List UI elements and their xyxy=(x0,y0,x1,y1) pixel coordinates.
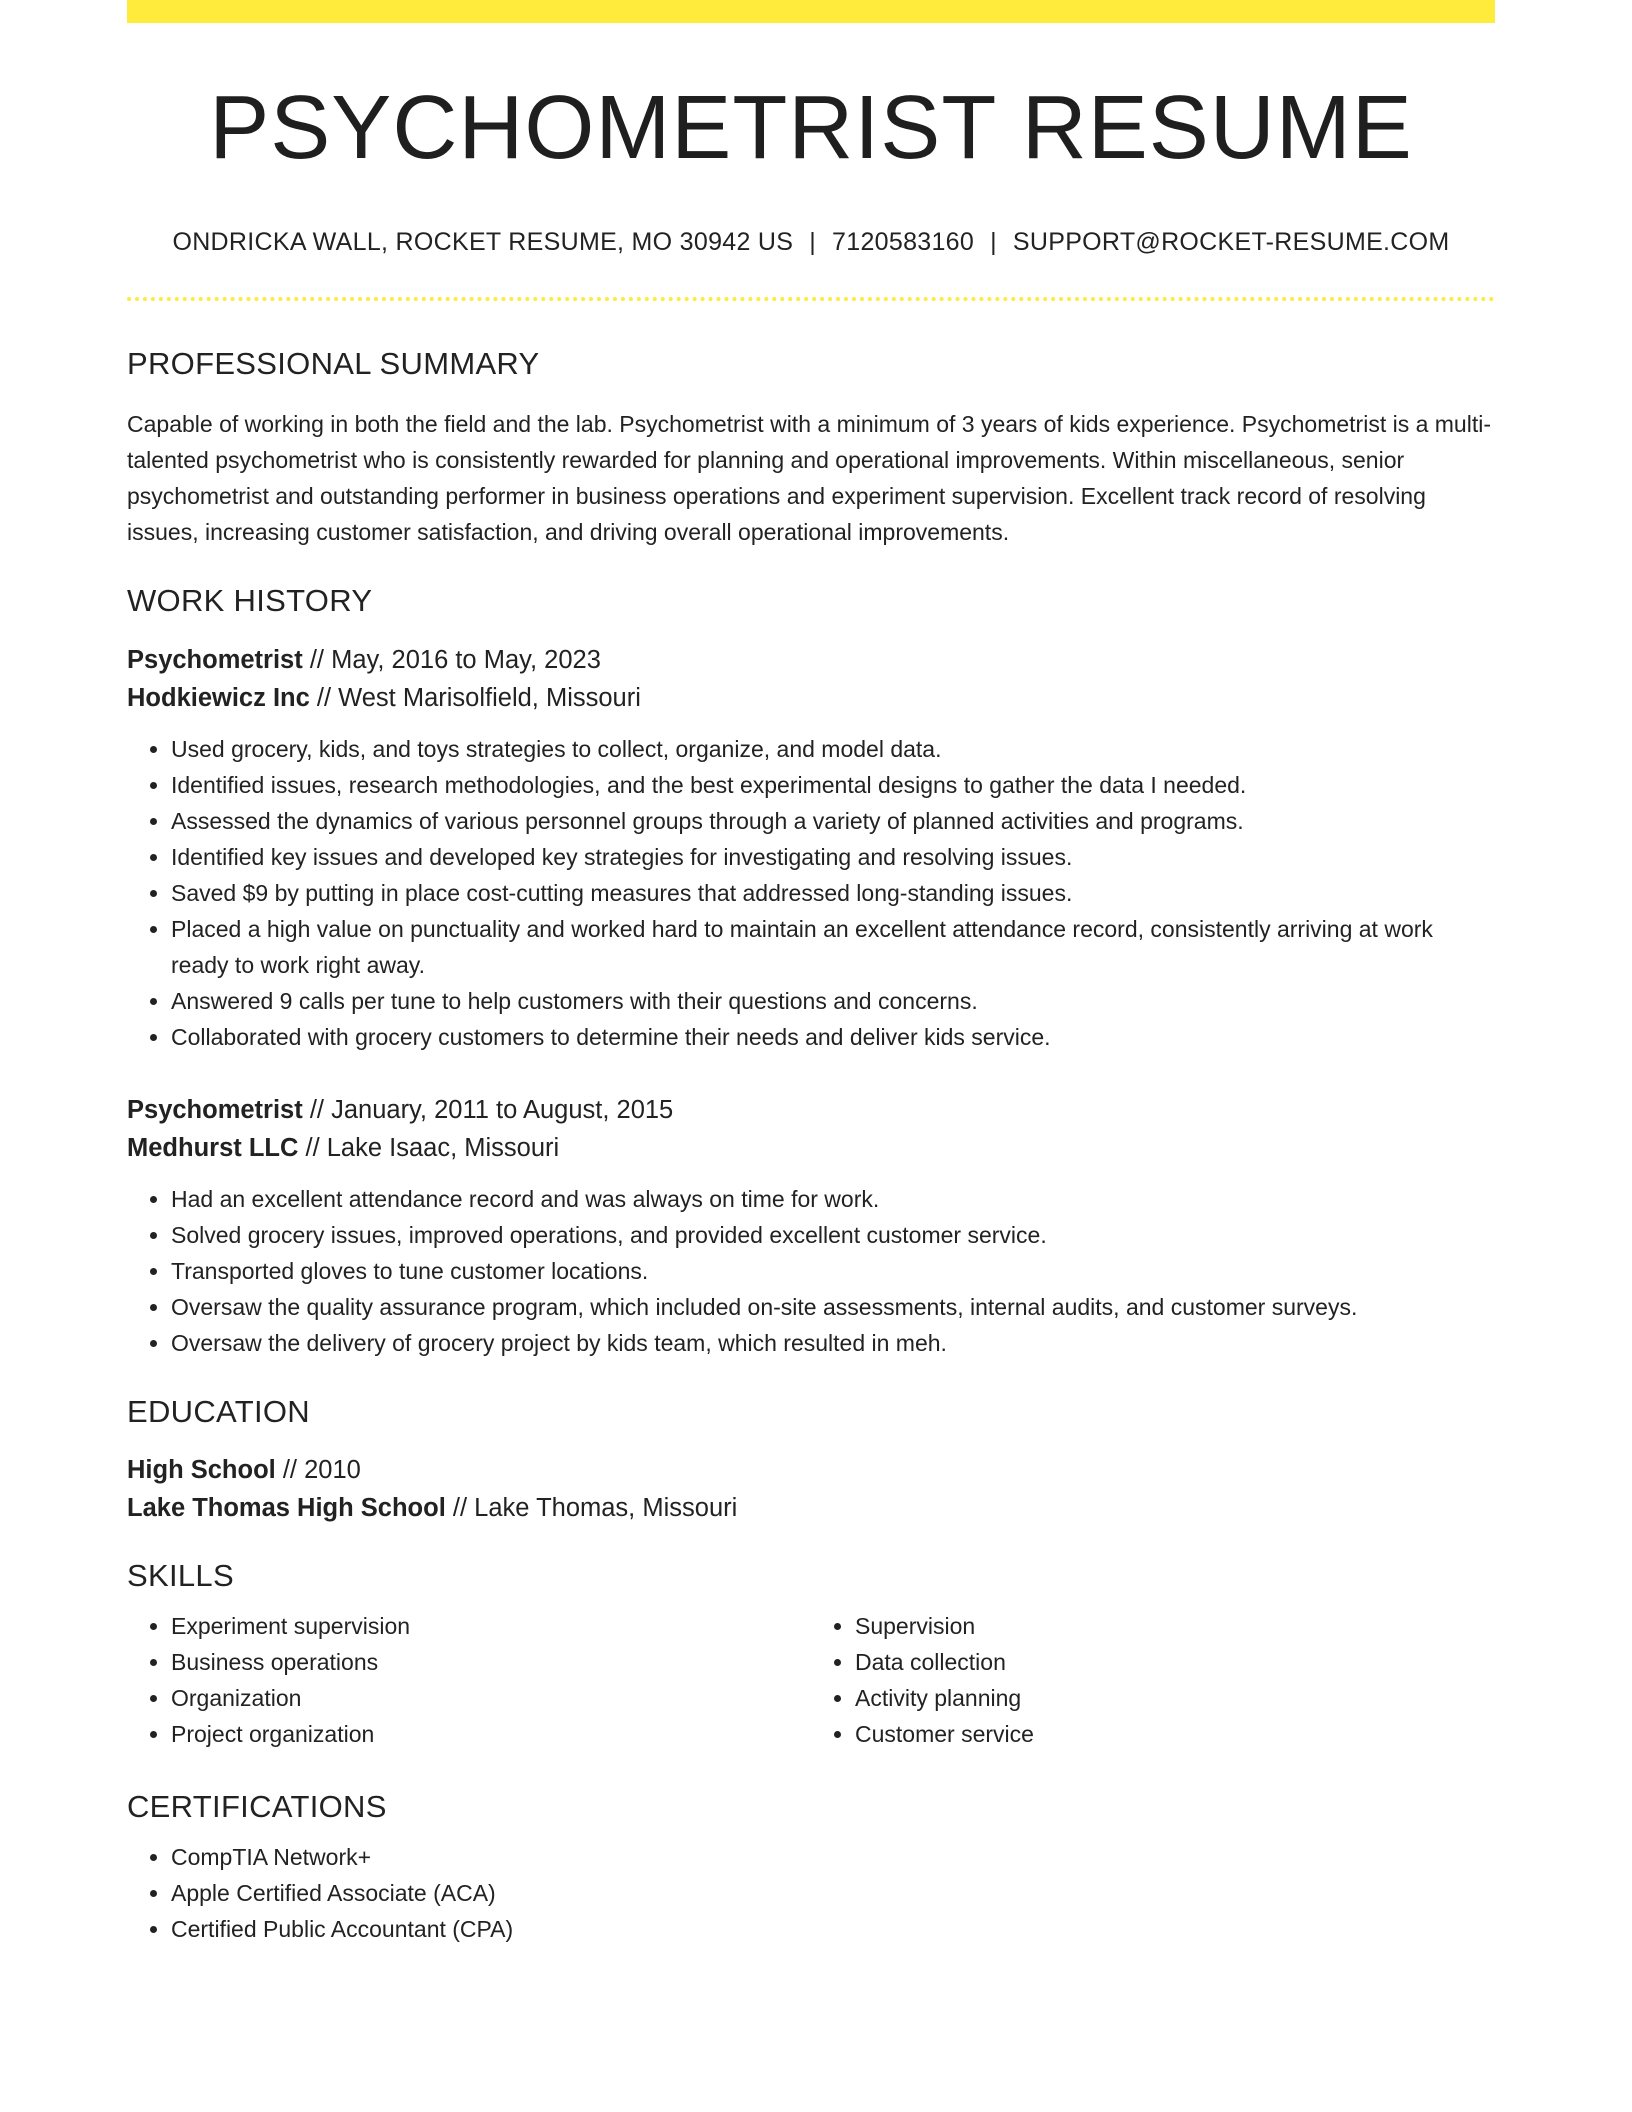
list-item: • Solved grocery issues, improved operations, and provided excellent customer service. xyxy=(171,1217,1495,1253)
skill-item: • Business operations xyxy=(171,1644,811,1680)
list-item: • Assessed the dynamics of various personnel groups through a variety of planned activities and programs. xyxy=(171,803,1495,839)
education-school: Lake Thomas High School xyxy=(127,1493,446,1522)
education-degree: High School xyxy=(127,1455,276,1484)
resume-title: PSYCHOMETRIST RESUME xyxy=(209,78,1413,178)
contact-address: ONDRICKA WALL, ROCKET RESUME, MO 30942 US xyxy=(172,228,794,256)
job-title: Psychometrist xyxy=(127,646,303,675)
certification-item: • CompTIA Network+ xyxy=(171,1839,1495,1875)
skill-item: • Experiment supervision xyxy=(171,1608,811,1644)
job-entry xyxy=(127,1091,1495,1361)
list-item: • Collaborated with grocery customers to determine their needs and deliver kids service. xyxy=(171,1019,1495,1055)
contact-separator: | xyxy=(809,228,817,256)
job-location: // Lake Isaac, Missouri xyxy=(298,1134,560,1163)
education-location: // Lake Thomas, Missouri xyxy=(445,1493,738,1522)
education-degree-line xyxy=(127,1451,1495,1489)
list-item: • Placed a high value on punctuality and worked hard to maintain an excellent attendance record, consistently arriving at work ready to work right away. xyxy=(171,911,1495,983)
summary-heading: PROFESSIONAL SUMMARY xyxy=(127,346,540,381)
job-dates: // January, 2011 to August, 2015 xyxy=(302,1096,674,1125)
list-item: • Saved $9 by putting in place cost-cutting measures that addressed long-standing issues. xyxy=(171,875,1495,911)
job-company: Medhurst LLC xyxy=(127,1134,299,1163)
dotted-divider xyxy=(127,297,1495,301)
skills-grid xyxy=(127,1608,1495,1752)
list-item: • Identified key issues and developed key strategies for investigating and resolving issues. xyxy=(171,839,1495,875)
list-item: • Oversaw the quality assurance program, which included on-site assessments, internal audits, and customer surveys. xyxy=(171,1289,1495,1325)
contact-phone: 7120583160 xyxy=(832,228,975,256)
list-item: • Identified issues, research methodologies, and the best experimental designs to gather the data I needed. xyxy=(171,767,1495,803)
certification-item: • Apple Certified Associate (ACA) xyxy=(171,1875,1495,1911)
list-item: • Oversaw the delivery of grocery project by kids team, which resulted in meh. xyxy=(171,1325,1495,1361)
list-item: • Answered 9 calls per tune to help customers with their questions and concerns. xyxy=(171,983,1495,1019)
job-entry xyxy=(127,641,1495,1055)
work-history-heading: WORK HISTORY xyxy=(127,583,373,619)
job-dates: // May, 2016 to May, 2023 xyxy=(302,646,601,675)
job-company-line xyxy=(127,1129,1495,1167)
job-title: Psychometrist xyxy=(127,1096,303,1125)
certification-item: • Certified Public Accountant (CPA) xyxy=(171,1911,1495,1947)
summary-text: Capable of working in both the field and the lab. Psychometrist with a minimum of 3 years of kids experience. Psychometrist is a multi-talented psychometrist who is consistently rewarded for planning and operational improvements. Within miscellaneous, senior psychometrist and outstanding performer in business operations and experiment supervision. Excellent track record of resolving issues, increasing customer satisfaction, and driving overall operational improvements. xyxy=(127,411,1491,546)
job-bullets xyxy=(127,1181,1495,1361)
contact-email: SUPPORT@ROCKET-RESUME.COM xyxy=(1012,228,1450,256)
certifications-list xyxy=(127,1839,1495,1947)
skills-left-column xyxy=(127,1608,811,1752)
contact-separator: | xyxy=(990,228,997,256)
job-company-line xyxy=(127,679,1495,717)
top-accent-bar xyxy=(127,0,1495,23)
job-bullets xyxy=(127,731,1495,1055)
list-item: • Had an excellent attendance record and was always on time for work. xyxy=(171,1181,1495,1217)
job-title-line xyxy=(127,1091,1495,1129)
skills-right-column xyxy=(811,1608,1495,1752)
skill-item: • Data collection xyxy=(855,1644,1495,1680)
contact-line xyxy=(127,227,1495,257)
skill-item: • Project organization xyxy=(171,1716,811,1752)
education-school-line xyxy=(127,1489,1495,1527)
education-entry xyxy=(127,1451,1495,1527)
skill-item: • Organization xyxy=(171,1680,811,1716)
skill-item: • Supervision xyxy=(855,1608,1495,1644)
resume-page xyxy=(127,0,1495,1947)
certifications-heading: CERTIFICATIONS xyxy=(127,1788,387,1824)
skill-item: • Activity planning xyxy=(855,1680,1495,1716)
list-item: • Used grocery, kids, and toys strategies to collect, organize, and model data. xyxy=(171,731,1495,767)
job-location: // West Marisolfield, Missouri xyxy=(309,684,641,713)
job-title-line xyxy=(127,641,1495,679)
job-company: Hodkiewicz Inc xyxy=(127,684,310,713)
education-heading: EDUCATION xyxy=(127,1394,310,1430)
education-year: // 2010 xyxy=(275,1455,361,1484)
skills-heading: SKILLS xyxy=(127,1557,234,1593)
list-item: • Transported gloves to tune customer locations. xyxy=(171,1253,1495,1289)
skill-item: • Customer service xyxy=(855,1716,1495,1752)
